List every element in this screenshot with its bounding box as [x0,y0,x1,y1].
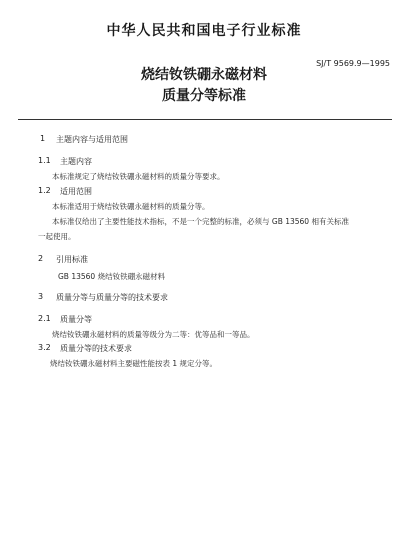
section-2-1-title: 质量分等 [60,315,92,324]
section-3-2-number: 3.2 [38,343,51,352]
section-1-title: 主题内容与适用范围 [56,135,128,144]
section-1-2-body-line1: 本标准适用于烧结钕铁硼永磁材料的质量分等。 [52,202,210,211]
section-3-title: 质量分等与质量分等的技术要求 [56,293,168,302]
section-3-2-title: 质量分等的技术要求 [60,344,132,353]
document-title-line2: 质量分等标准 [162,88,246,104]
section-1-1-body: 本标准规定了烧结钕铁硼永磁材料的质量分等要求。 [52,172,225,181]
section-3-2-body: 烧结钕铁硼永磁材料主要磁性能按表 1 规定分等。 [50,359,218,368]
section-3-number: 3 [38,292,44,301]
section-2-1-number: 2.1 [38,314,51,323]
section-2-1-body: 烧结钕铁硼永磁材料的质量等级分为二等：优等品和一等品。 [52,330,255,339]
section-2-number: 2 [38,254,44,263]
section-2-body: GB 13560 烧结钕铁硼永磁材料 [58,272,166,281]
standard-number: SJ/T 9569.9—1995 [316,59,390,68]
section-1-1-title: 主题内容 [60,157,92,166]
section-2-title: 引用标准 [56,255,88,264]
section-1-2-number: 1.2 [38,186,51,195]
section-1-2-title: 适用范围 [60,187,92,196]
standard-category-header: 中华人民共和国电子行业标准 [106,23,302,39]
section-1-2-body-line2: 本标准仅给出了主要性能技术指标，不是一个完整的标准，必须与 GB 13560 相有关标准 [52,217,349,226]
document-title-line1: 烧结钕铁硼永磁材料 [141,67,267,83]
section-1-number: 1 [40,134,46,143]
section-1-1-number: 1.1 [38,156,51,165]
title-divider [18,119,392,120]
section-1-2-body-line3: 一起使用。 [38,232,76,241]
